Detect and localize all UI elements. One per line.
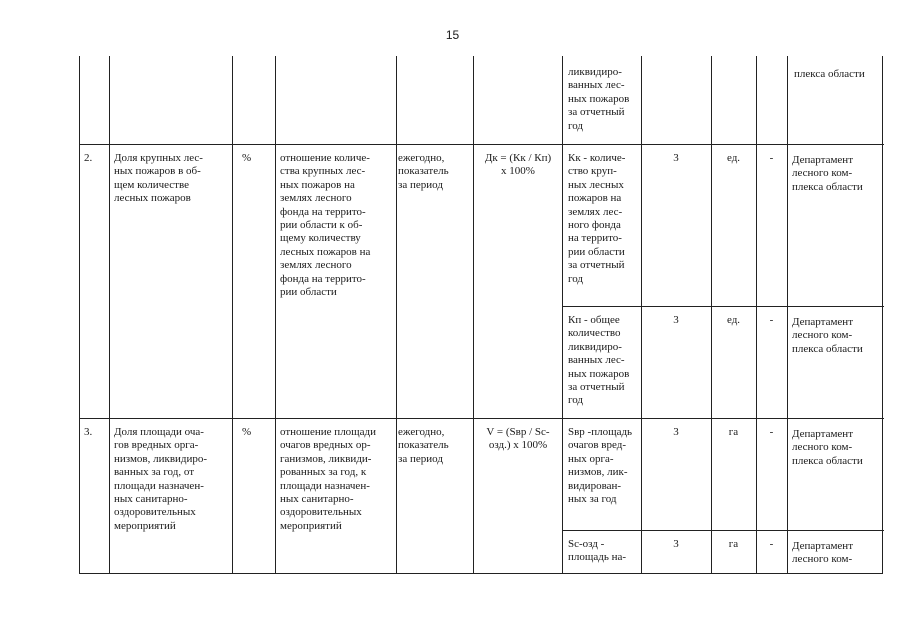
row-line [562, 306, 884, 307]
col-line [232, 56, 233, 574]
row3-sub2-code: 3 [673, 538, 679, 550]
row3-sub2-source: Sс-озд - площадь на- [568, 538, 627, 564]
cont-source: ликвидиро- ванных лес- ных пожаров за отчетный год [568, 66, 630, 132]
row3-sub1-code: 3 [673, 426, 679, 438]
col-line [109, 56, 110, 574]
row2-sub1-responsible: Департамент лесного ком- плекса области [792, 154, 863, 193]
row2-name: Доля крупных лес- ных пожаров в об- щем количестве лесных пожаров [114, 152, 203, 205]
row2-sub2-code: 3 [673, 314, 679, 326]
col-line [473, 56, 474, 574]
row2-sub1-unit: ед. [726, 152, 741, 164]
row2-unit: % [242, 152, 252, 164]
row2-formula: Дк = (Кк / Кп) х 100% [484, 152, 552, 178]
row3-sub1-responsible: Департамент лесного ком- плекса области [792, 428, 863, 467]
row-line [80, 144, 884, 145]
row3-formula: V = (Sвр / Sс- озд.) х 100% [486, 426, 550, 452]
row3-sub2-responsible: Департамент лесного ком- [792, 540, 854, 566]
row2-number: 2. [84, 152, 93, 164]
row3-name: Доля площади оча- гов вредных орга- низмов, ликвидиро- ванных за год, от площади назначен- ных санитарно- оздоровительных мероприятий [114, 426, 208, 532]
row3-definition: отношение площади очагов вредных ор- ганизмов, ликвиди- рованных за год, к площади назначен- ных санитарно- оздоровительных мероприятий [280, 426, 377, 532]
row3-unit: % [242, 426, 252, 438]
row3-sub2-unit: га [728, 538, 739, 550]
row3-sub1-unit: га [728, 426, 739, 438]
row3-number: 3. [84, 426, 93, 438]
row3-sub1-dash: - [769, 426, 774, 438]
row3-sub2-dash: - [769, 538, 774, 550]
row2-sub1-source: Кк - количе- ство круп- ных лесных пожаров на землях лес- ного фонда на террито- рии области за отчетный год [568, 152, 626, 285]
row2-sub2-source: Кп - общее количество ликвидиро- ванных лес- ных пожаров за отчетный год [568, 314, 630, 407]
row2-definition: отношение количе- ства крупных лес- ных пожаров на землях лесного фонда на террито- рии области к об- щему количеству лесных пожаров на землях лесного фонда на террито- рии области [280, 152, 371, 299]
row2-sub2-unit: ед. [726, 314, 741, 326]
row3-sub1-source: Sвр -площадь очагов вред- ных орга- низмов, лик- видирован- ных за год [568, 426, 633, 506]
col-line [275, 56, 276, 574]
col-line [396, 56, 397, 574]
cont-responsible: плекса области [794, 68, 865, 80]
row2-period: ежегодно, показатель за период [398, 152, 449, 191]
indicator-table [79, 56, 883, 574]
row2-sub2-dash: - [769, 314, 774, 326]
row3-period: ежегодно, показатель за период [398, 426, 449, 465]
row-line [562, 530, 884, 531]
col-line [787, 56, 788, 574]
page-number: 15 [445, 28, 460, 42]
row2-sub1-code: 3 [673, 152, 679, 164]
row2-sub1-dash: - [769, 152, 774, 164]
row-line [80, 418, 884, 419]
row2-sub2-responsible: Департамент лесного ком- плекса области [792, 316, 863, 355]
col-line [562, 56, 563, 574]
